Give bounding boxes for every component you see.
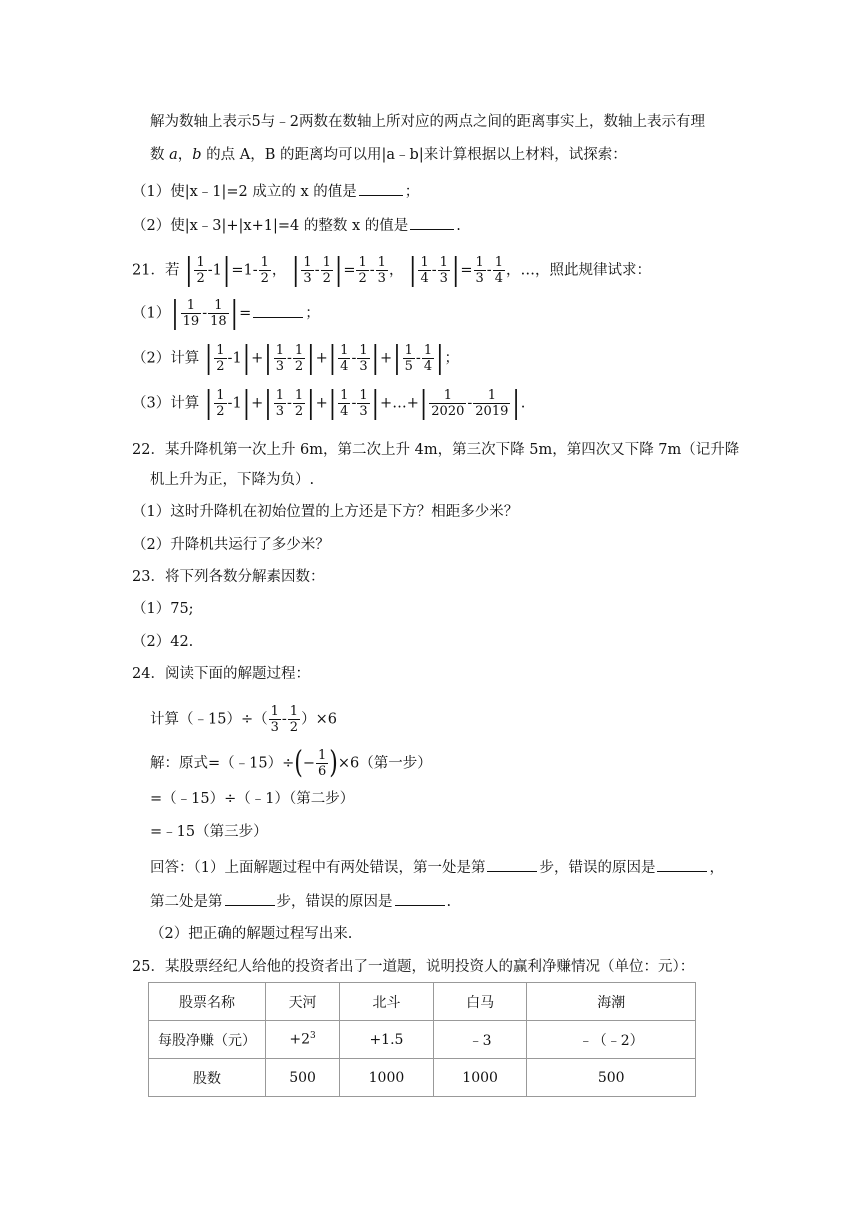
table-row xyxy=(149,983,696,1021)
problem-24-calculation: 计算（﹣15）÷（ $\frac{1}{3}$ - $\frac{1}{2}$ ）×6 xyxy=(150,704,337,735)
problem-22-line-1: 22．某升降机第一次上升 6m，第二次上升 4m，第三次下降 5m，第四次又下降 7m（记升降 xyxy=(132,442,740,458)
problem-24-answer-2: 第二处是第 步，错误的原因是 . xyxy=(150,890,451,912)
table-cell: 500 xyxy=(266,1059,340,1097)
problem-24-solution-step-2: =（﹣15）÷（﹣1）（第二步） xyxy=(150,791,355,807)
table-cell: 1000 xyxy=(340,1059,434,1097)
table-header-cell: 北斗 xyxy=(340,983,434,1021)
table-header-cell: 股票名称 xyxy=(149,983,266,1021)
table-cell: 股数 xyxy=(149,1059,266,1097)
problem-25-line-1: 25．某股票经纪人给他的投资者出了一道题，说明投资人的赢利净赚情况（单位：元）： xyxy=(132,959,695,975)
problem-22-question-1: （1）这时升降机在初始位置的上方还是下方？相距多少米？ xyxy=(132,504,519,520)
problem-24-solution-step-3: =﹣15（第三步） xyxy=(150,824,268,840)
fraction: $\frac{1}{4}$ xyxy=(420,255,429,286)
table-header-cell: 白马 xyxy=(433,983,527,1021)
fraction: $\frac{1}{18}$ xyxy=(210,298,227,329)
table-cell: ﹣（﹣2） xyxy=(527,1021,696,1059)
fraction: $\frac{1}{4}$ xyxy=(494,255,503,286)
intro-question-1: （1）使|x﹣1|=2 成立的 x 的值是 ； xyxy=(132,180,419,202)
problem-22-question-2: （2）升降机共运行了多少米？ xyxy=(132,537,330,553)
intro-line-2: 数 a，b 的点 A，B 的距离均可以用|a﹣b|来计算根据以上材料，试探索： xyxy=(150,147,627,163)
problem-21-statement: 21．若 | $\frac{1}{2}$ -1|=1- $\frac{1}{2}$ ， | $\frac{1}{3}$ - $\frac{1}{2}$ |= $\frac{1}{2}$ - $\frac{1}{3}$ ， | $\frac{1}{4}$ - $\frac{1}{3}$ |= $\frac{1}{3}$ - $\frac{1}{4}$ ，…，照此规律试求： xyxy=(132,252,651,288)
table-row xyxy=(149,1021,696,1059)
table-cell: 1000 xyxy=(433,1059,527,1097)
problem-24-question-2: （2）把正确的解题过程写出来. xyxy=(150,926,353,942)
answer-blank[interactable] xyxy=(253,302,303,318)
fraction: $\frac{1}{19}$ xyxy=(182,298,200,329)
problem-24-answer-1: 回答：（1）上面解题过程中有两处错误，第一处是第 步，错误的原因是 ， xyxy=(150,856,724,878)
problem-21-part-3: （3）计算 | $\frac{1}{2}$ -1|+| $\frac{1}{3}$ - $\frac{1}{2}$ |+| $\frac{1}{4}$ - $\frac{1}{3}$ |+…+| $\frac{1}{2020}$ - $\frac{1}{2019}$ |. xyxy=(132,385,526,421)
problem-23-line-1: 23．将下列各数分解素因数： xyxy=(132,569,325,585)
intro-question-2: （2）使|x﹣3|+|x+1|=4 的整数 x 的值是 . xyxy=(132,214,461,236)
answer-blank[interactable] xyxy=(395,890,445,906)
intro-line-1: 解为数轴上表示5与﹣2两数在数轴上所对应的两点之间的距离事实上，数轴上表示有理 xyxy=(150,114,705,130)
fraction: $\frac{1}{2}$ xyxy=(358,255,367,286)
fraction: $\frac{1}{2}$ xyxy=(260,255,269,286)
fraction: $\frac{1}{3}$ xyxy=(439,255,448,286)
problem-21-part-2: （2）计算 | $\frac{1}{2}$ -1|+| $\frac{1}{3}$ - $\frac{1}{2}$ |+| $\frac{1}{4}$ - $\frac{1}{3}$ |+| $\frac{1}{5}$ - $\frac{1}{4}$ |； xyxy=(132,340,460,376)
fraction: $\frac{1}{2}$ xyxy=(322,255,331,286)
table-cell: ﹣3 xyxy=(433,1021,527,1059)
stock-table xyxy=(148,982,696,1097)
answer-blank[interactable] xyxy=(410,214,454,230)
table-header-cell: 天河 xyxy=(266,983,340,1021)
table-cell: 500 xyxy=(527,1059,696,1097)
problem-22-line-2: 机上升为正，下降为负）. xyxy=(150,472,315,488)
fraction: $\frac{1}{3}$ xyxy=(377,255,386,286)
problem-21-part-1: （1）| $\frac{1}{19}$ - $\frac{1}{18}$ |= ； xyxy=(132,295,320,331)
fraction: $\frac{1}{3}$ xyxy=(270,704,279,735)
problem-24-solution-step-1: 解：原式=（﹣15）÷(− $\frac{1}{6}$ )×6（第一步） xyxy=(150,745,432,781)
table-cell: +1.5 xyxy=(340,1021,434,1059)
table-cell: $+2^3$ xyxy=(266,1021,340,1059)
answer-blank[interactable] xyxy=(487,856,537,872)
answer-blank[interactable] xyxy=(359,180,403,196)
problem-24-line-1: 24．阅读下面的解题过程： xyxy=(132,666,310,682)
fraction: $\frac{1}{6}$ xyxy=(318,748,327,779)
fraction: $\frac{1}{3}$ xyxy=(475,255,484,286)
problem-23-question-2: （2）42. xyxy=(132,634,194,650)
answer-blank[interactable] xyxy=(657,856,707,872)
table-row xyxy=(149,1059,696,1097)
fraction: $\frac{1}{3}$ xyxy=(303,255,312,286)
table-header-cell: 海潮 xyxy=(527,983,696,1021)
table-cell: 每股净赚（元） xyxy=(149,1021,266,1059)
fraction: $\frac{1}{2}$ xyxy=(289,704,299,735)
problem-23-question-1: （1）75; xyxy=(132,601,194,617)
answer-blank[interactable] xyxy=(225,890,275,906)
fraction: $\frac{1}{2}$ xyxy=(196,255,205,286)
